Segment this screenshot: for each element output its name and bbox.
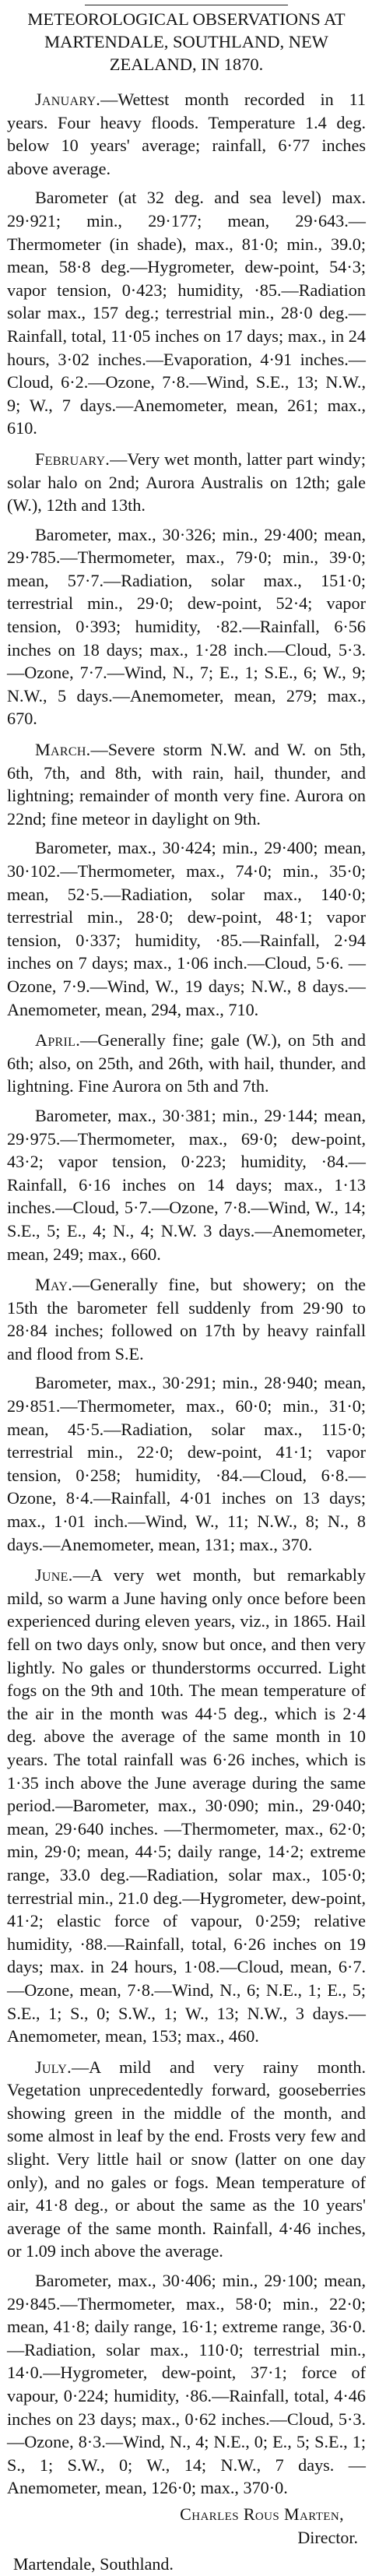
february-data: Barometer, max., 30·326; min., 29·400; mean, 29·785.—Thermometer, max., 79·0; min., 39·0; mean, 57·7.—Radiation, solar max., 151·0; terrestrial min., 29·0; dew-point, 52·4; vapor tension, 0·393; humidity, ·82.—Rainfall, 6·56 inches on 18 days; max., 1·28 inch.—Cloud, 5·3. —Ozone, 7·7.—Wind, N., 7; E., 1; S.E., 6; W., 9; N.W., 5 days.—Anemometer, mean, 279; max., 670. [7, 524, 366, 729]
april-summary [7, 1029, 366, 1098]
month-summary-text: —Wettest month recorded in 11 years. Four heavy floods. Temperature 1.4 deg. below 10 years' average; rainfall, 6·77 inches above average. [7, 90, 366, 178]
may-data: Barometer, max., 30·291; min., 28·940; mean, 29·851.—Thermometer, max., 60·0; min., 31·0; mean, 45·5.—Radiation, solar max., 115·0; terrestrial min., 22·0; dew-point, 41·1; vapor tension, 0·258; humidity, ·84.—Cloud, 6·8.—Ozone, 8·4.—Rainfall, 4·01 inches on 13 days; max., 1·01 inch.—Wind, W., 11; N.W., 8; N., 8 days.—Anemometer, mean, 131; max., 370. [7, 1373, 366, 1554]
month-name: July. [35, 2057, 72, 2077]
january-summary [7, 88, 366, 180]
title-line-1: METEOROLOGICAL OBSERVATIONS AT [27, 9, 346, 29]
july-summary [7, 2056, 366, 2263]
month-summary-text: —Severe storm N.W. and W. on 5th, 6th, 7th, and 8th, with rain, hail, thunder, and lightning; remainder of month very fine. Aurora on 22nd; fine meteor in daylight on 9th. [7, 740, 366, 829]
month-summary-text: —A very wet month, but remarkably mild, so warm a June having only once before been experienced during eleven years, viz., in 1865. Hail fell on two days only, snow but once, and then very lightly. No gales or thunderstorms occurred. Light fogs on the 9th and 10th. The mean temperature of the air in the month was 44·5 deg., which is 2·4 deg. above the average of the same month in 10 years. The total rainfall was 6·26 inches, which is 1·35 inch above the June average during the same period.—Barometer, max., 30·090; min., 29·040; mean, 29·640 inches. —Thermometer, max., 62·0; min, 29·0; mean, 44·5; daily range, 14·2; extreme range, 33.0 deg.—Radiation, solar max., 105·0; terrestrial min., 21.0 deg.—Hygrometer, dew-point, 41·2; elastic force of vapour, 0·259; relative humidity, ·88.—Rainfall, total, 6·26 inches on 19 days; max. in 24 hours, 1·08.—Cloud, mean, 6·7.—Ozone, mean, 7·8.—Wind, N., 6; N.E., 1; E., 5; S.E., 1; S., 0; S.W., 1; W., 13; N.W., 3 days.—Anemometer, mean, 153; max., 460. [7, 1565, 366, 2046]
july-data: Barometer, max., 30·406; min., 29·100; mean, 29·845.—Thermometer, max., 58·0; min., 22·0; mean, 41·8; daily range, 16·1; extreme range, 36·0. —Radiation, solar max., 110·0; terrestrial min., 14·0.—Hygrometer, dew-point, 37·1; force of vapour, 0·224; humidity, ·86.—Rainfall, total, 4·46 inches on 23 days; max., 0·62 inches.—Cloud, 5·3.—Ozone, 8·3.—Wind, N., 4; N.E., 0; E., 5; S.E., 1; S., 1; S.W., 0; W., 14; N.W., 7 days. —Anemometer, mean, 126·0; max., 370·0. [7, 2271, 366, 2498]
month-summary-text: —A mild and very rainy month. Vegetation unprecedentedly forward, gooseberries showing green in the middle of the month, and some almost in leaf by the end. Frosts very few and slight. Very little hail or snow (latter on one day only), and no gales or fogs. Mean temperature of air, 41·8 deg., or about the same as the 10 years' average of the same month. Rainfall, 4·46 inches, or 1.09 inch above the average. [7, 2057, 366, 2261]
month-name: June. [35, 1565, 73, 1585]
article-title [7, 8, 366, 76]
month-name: February. [35, 449, 111, 469]
director-title: Director. [297, 2527, 358, 2547]
month-name: April. [35, 1030, 81, 1050]
april-data: Barometer, max., 30·381; min., 29·144; mean, 29·975.—Thermometer, max., 69·0; dew-point, 43·2; vapor tension, 0·223; humidity, ·84.—Rainfall, 6·16 inches on 14 days; max., 1·13 inches.—Cloud, 5·7.—Ozone, 7·8.—Wind, W., 14; S.E., 5; E., 4; N., 4; N.W. 3 days.—Anemometer, mean, 249; max., 660. [7, 1105, 366, 1264]
february-summary [7, 448, 366, 517]
month-summary-text: —Very wet month, latter part windy; solar halo on 2nd; Aurora Australis on 12th; gale (W.), 12th and 13th. [7, 449, 366, 516]
director-name: Charles Rous Marten, [180, 2504, 344, 2524]
month-name: January. [35, 90, 101, 109]
march-data: Barometer, max., 30·424; min., 29·400; mean, 30·102.—Thermometer, max., 74·0; min., 35·0; mean, 52·5.—Radiation, solar max., 140·0; terrestrial min., 28·0; dew-point, 48·1; vapor tension, 0·337; humidity, ·85.—Rainfall, 2·94 inches on 7 days; max., 1·06 inch.—Cloud, 5·6. —Ozone, 7·9.—Wind, W., 19 days; N.W., 8 days.—Anemometer, mean, 294, max., 710. [7, 838, 366, 1019]
month-name: May. [35, 1275, 73, 1295]
title-line-2: MARTENDALE, SOUTHLAND, NEW [44, 32, 328, 51]
title-line-3: ZEALAND, IN 1870. [109, 55, 264, 74]
june-summary [7, 1564, 366, 2047]
signature-block [7, 2503, 366, 2576]
january-data: Barometer (at 32 deg. and sea level) max. 29·921; min., 29·177; mean, 29·643.—Thermometer (in shade), max., 81·0; min., 39.0; mean, 58·8 deg.—Hygrometer, dew-point, 54·3; vapor tension, 0·423; humidity, ·85.—Radiation solar max., 157 deg.; terrestrial min., 28·0 deg.—Rainfall, total, 11·05 inches on 17 days; max., in 24 hours, 3·02 inches.—Evaporation, 4·91 inches.—Cloud, 6·2.—Ozone, 7·8.—Wind, S.E., 13; N.W., 9; W., 7 days.—Anemometer, mean, 261; max., 610. [7, 188, 366, 438]
march-summary [7, 738, 366, 830]
month-summary-text: —Generally fine, but showery; on the 15th the barometer fell suddenly from 29·90 to 28·84 inches; followed on 17th by heavy rainfall and flood from S.E. [7, 1275, 366, 1364]
month-summary-text: —Generally fine; gale (W.), on 5th and 6th; also, on 25th, and 26th, with hail, thunder, and lightning. Fine Aurora on 5th and 7th. [7, 1030, 366, 1096]
signature-place: Martendale, Southland. [13, 2553, 174, 2574]
month-name: March. [35, 740, 91, 760]
may-summary [7, 1273, 366, 1365]
